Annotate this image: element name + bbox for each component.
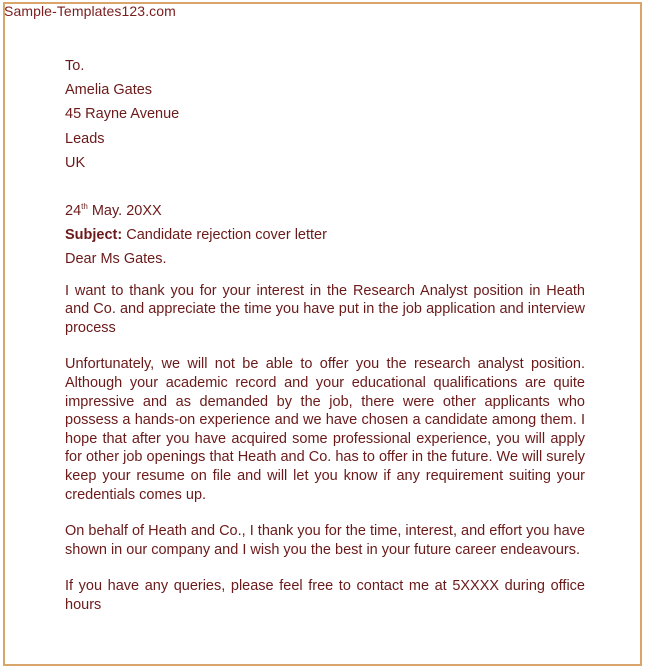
date-rest: May. 20XX <box>87 203 162 220</box>
site-watermark: Sample-Templates123.com <box>4 3 176 19</box>
subject-label: Subject: <box>65 227 123 244</box>
subject-line <box>65 223 585 247</box>
subject-text: Candidate rejection cover letter <box>122 227 327 244</box>
recipient-country: UK <box>65 154 86 171</box>
paragraph-rejection: Unfortunately, we will not be able to offer you the research analyst position. Although your academic record and your educational qualifications are quite impressive and as demanded by the job, there were other applicants who possess a hands-on experience and we have chosen a candidate among them. I hope that after you have acquired some professional experience, you will apply for other job openings that Heath and Co. has to offer in the future. We will surely keep your resume on file and will let you know if any requirement suiting your credentials comes up. <box>65 356 585 503</box>
paragraph-closing: On behalf of Heath and Co., I thank you for the time, interest, and effort you have shown in our company and I wish you the best in your future career endeavours. <box>65 523 585 558</box>
date-suffix: th <box>81 202 88 212</box>
letter-date <box>65 199 585 223</box>
recipient-street: 45 Rayne Avenue <box>65 106 180 123</box>
date-day: 24 <box>65 203 82 220</box>
salutation: Dear Ms Gates. <box>65 251 167 268</box>
to-label: To. <box>65 58 85 74</box>
letter-body <box>65 54 585 615</box>
paragraph-contact: If you have any queries, please feel free to contact me at 5XXXX during office hours <box>65 578 585 613</box>
recipient-name: Amelia Gates <box>65 82 153 99</box>
paragraph-thanks: I want to thank you for your interest in the Research Analyst position in Heath and Co. and appreciate the time you have put in the job application and interview process <box>65 282 585 336</box>
recipient-city: Leads <box>65 130 105 147</box>
